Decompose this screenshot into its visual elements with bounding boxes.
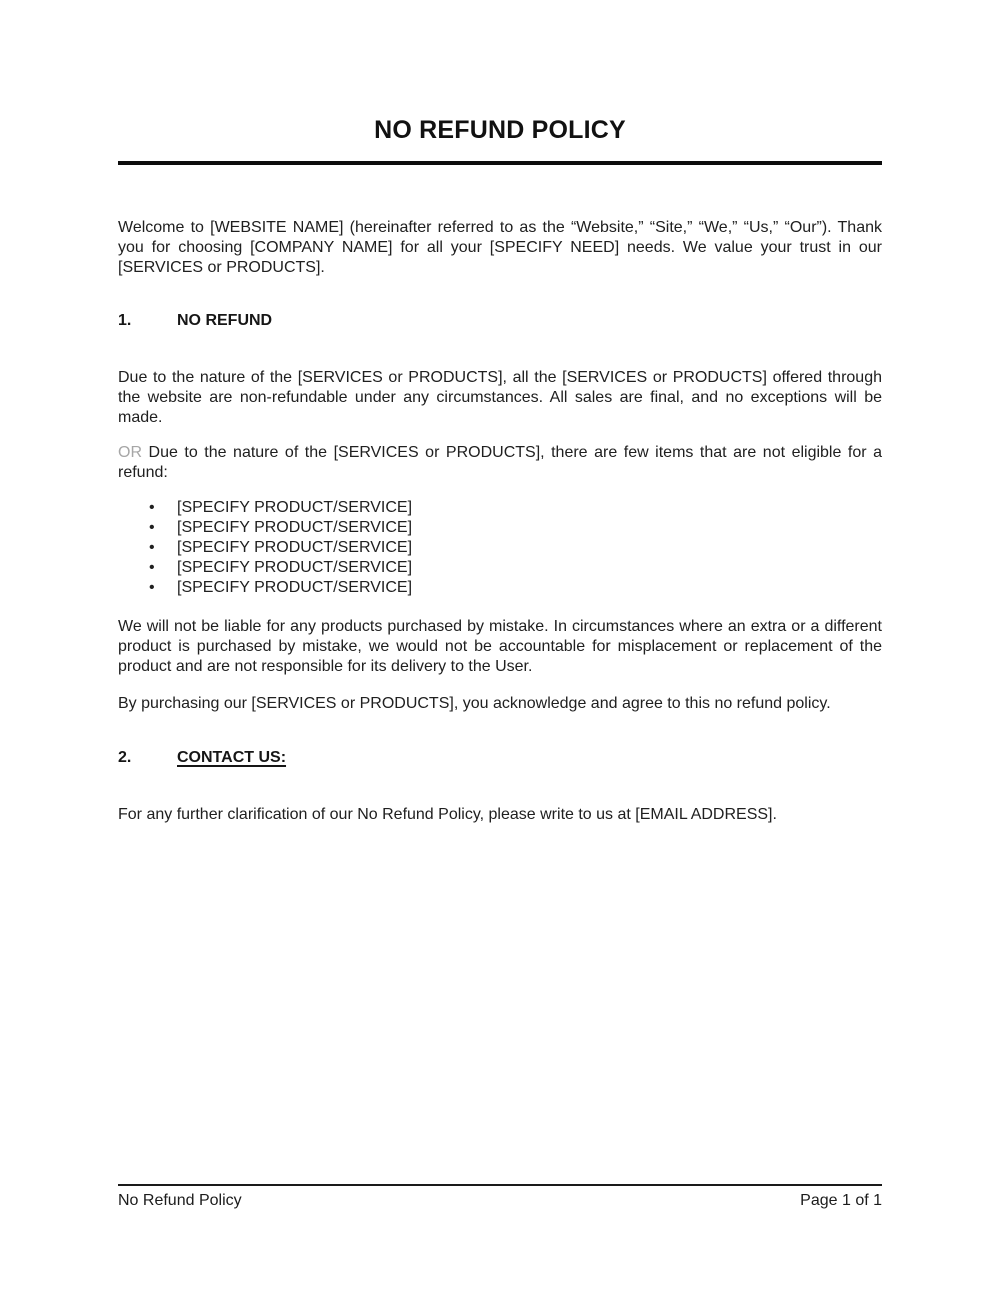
list-item — [118, 498, 882, 518]
list-item-text: [SPECIFY PRODUCT/SERVICE] — [177, 539, 413, 556]
title-divider — [118, 161, 882, 165]
footer-row — [118, 1191, 882, 1211]
section-2-title: CONTACT US: — [177, 749, 287, 766]
list-item-text: [SPECIFY PRODUCT/SERVICE] — [177, 579, 413, 596]
section-2-paragraph-1: For any further clarification of our No Refund Policy, please write to us at [EMAIL ADDRESS]. — [118, 806, 777, 823]
section-1-paragraph-1: Due to the nature of the [SERVICES or PRODUCTS], all the [SERVICES or PRODUCTS] offered through the website are non-refundable under any circumstances. All sales are final, and no exceptions will be made. — [118, 369, 882, 426]
list-item-text: [SPECIFY PRODUCT/SERVICE] — [177, 499, 413, 516]
bullet-icon: • — [149, 499, 155, 516]
section-2-heading — [118, 748, 882, 768]
section-1-paragraph-2: We will not be liable for any products purchased by mistake. In circumstances where an extra or a different product is purchased by mistake, we would not be accountable for misplacement or replacement of the product and are not responsible for its delivery to the User. — [118, 618, 882, 675]
page-title: NO REFUND POLICY — [374, 116, 626, 144]
bullet-icon: • — [149, 559, 155, 576]
section-1-title: NO REFUND — [177, 312, 273, 329]
list-item-text: [SPECIFY PRODUCT/SERVICE] — [177, 559, 413, 576]
intro-paragraph: Welcome to [WEBSITE NAME] (hereinafter referred to as the “Website,” “Site,” “We,” “Us,” “Our”). Thank you for choosing [COMPANY NAME] for all your [SPECIFY NEED] needs. We value your trust in our [SERVICES or PRODUCTS]. — [118, 219, 882, 276]
list-item — [118, 578, 882, 598]
page-footer — [118, 1184, 882, 1211]
list-item-text: [SPECIFY PRODUCT/SERVICE] — [177, 519, 413, 536]
section-1-paragraph-or — [118, 443, 882, 483]
footer-document-title: No Refund Policy — [118, 1192, 242, 1209]
bullet-icon: • — [149, 579, 155, 596]
list-item — [118, 518, 882, 538]
list-item — [118, 558, 882, 578]
section-1-paragraph-3: By purchasing our [SERVICES or PRODUCTS], you acknowledge and agree to this no refund policy. — [118, 695, 831, 712]
list-item — [118, 538, 882, 558]
bullet-icon: • — [149, 539, 155, 556]
footer-page-number: Page 1 of 1 — [800, 1192, 882, 1209]
section-1-number: 1. — [118, 312, 132, 329]
or-label: OR — [118, 444, 142, 461]
section-2-number: 2. — [118, 749, 132, 766]
or-text: Due to the nature of the [SERVICES or PRODUCTS], there are few items that are not eligible for a refund: — [118, 444, 882, 481]
specify-product-list — [118, 498, 882, 598]
section-1-heading — [118, 311, 882, 331]
bullet-icon: • — [149, 519, 155, 536]
footer-divider — [118, 1184, 882, 1186]
